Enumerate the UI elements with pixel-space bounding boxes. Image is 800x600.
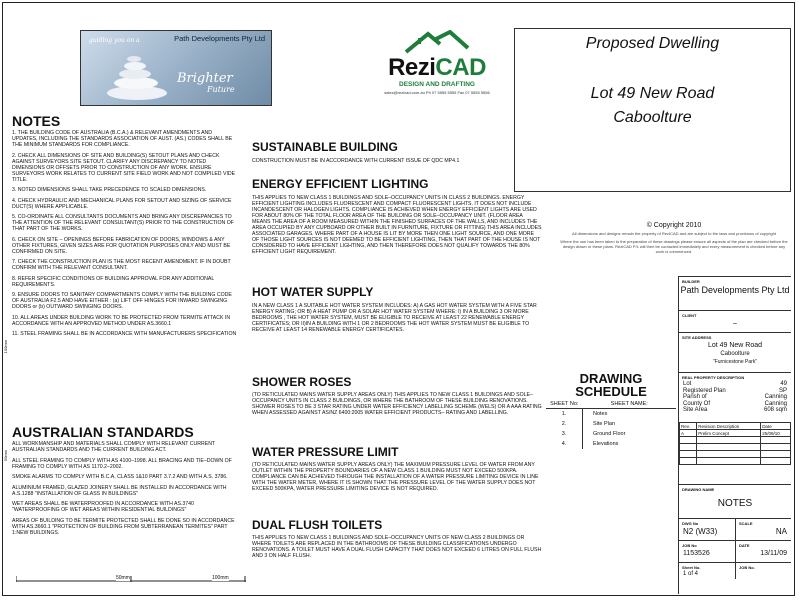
copyright-block	[560, 222, 788, 254]
notes-heading: NOTES	[12, 113, 61, 129]
rezicad-tagline: DESIGN AND DRAFTING	[399, 81, 475, 88]
project-address-line: Lot 49 New Road	[590, 85, 715, 102]
path-developments-logo	[80, 30, 272, 106]
note-item: 2. CHECK ALL DIMENSIONS OF SITE AND BUILDING(S) SETOUT PLANS AND CHECK AGAINST SURVEYORS SITE SETOUT. CLARIFY ANY DISCREPANCY TO NOTED DIMENSIONS OR OFFSETS PRIOR TO CONSTRUCTION OF ANY WORK. ENSURE SURVEYORS WORK RELATES TO CURRENT SITE FIELD WORK AND NOT COMPILED VIDE TITLE.	[12, 152, 236, 183]
note-item: 10. ALL AREAS UNDER BUILDING WORK TO BE PROTECTED FROM TERMITE ATTACK IN ACCORDANCE WITH AN APPROVED METHOD UNDER AS.3660.1	[12, 314, 231, 327]
note-item: 8. REFER SPECIFIC CONDITIONS OF BUILDING APPROVAL FOR ANY ADDITIONAL REQUIREMENTS.	[12, 275, 215, 288]
revision-table: Rev. Revision Description Date A Prelim Concept 25/09/10	[679, 422, 791, 465]
date-value: 13/11/09	[760, 550, 787, 557]
note-item: 11. STEEL FRAMING SHALL BE IN ACCORDANCE WITH MANUFACTURERS SPECIFICATION	[12, 331, 237, 337]
copyright-line: © Copyright 2010	[646, 222, 702, 229]
roof-icon	[404, 30, 470, 54]
note-item: 6. CHECK ON SITE – OPENINGS BEFORE FABRICATION OF DOORS, WINDOWS & ANY OTHER FIXTURES, GIVEN SIZES ARE FOR QUOTATION PURPOSES ONLY AND MUST BE CONFIRMED ON SITE.	[12, 236, 231, 255]
builder-name: Path Developments Pty Ltd	[680, 285, 790, 295]
note-item: 1. THE BUILDING CODE OF AUSTRALIA (B.C.A.) & RELEVANT AMENDMENTS AND UPDATES, INCLUDING THE STANDARDS ASSOCIATION OF AUST. (AS.) CODES SHALL BE THE MINIMUM STANDARDS FOR COMPLIANCE.	[12, 130, 233, 148]
job-no: 1153526	[683, 550, 710, 557]
dwg-no: N2 (W33)	[683, 527, 718, 536]
section-shower-roses	[252, 375, 542, 416]
logo-future: Future	[207, 85, 235, 94]
drawing-name-box: DRAWING NAME NOTES	[679, 484, 791, 519]
section-dual-flush	[252, 518, 542, 559]
note-item: 5. CO-ORDINATE ALL CONSULTANTS DOCUMENTS AND BRING ANY DISCREPANCIES TO THE ATTENTION OF THE RELEVANT CONSULTANT(S) PRIOR TO THE CONSTRUCTION OF THAT PART OF THE WORKS.	[12, 214, 234, 232]
client-name: –	[733, 320, 737, 327]
standard-item: ALL STEEL FRAMING TO COMPLY WITH AS 4100–1998. ALL BRACING AND TIE–DOWN OF FRAMING TO COMPLY WITH AS 1170.2–2002.	[12, 457, 232, 470]
copyright-fine: Where the use has been taken to the preparation of these drawings please ensure all aspects of the plan are checked before the design drawn or these plans. RezICAD P/L will then be contacted immediately and every measurement is checked before any work is commenced.	[560, 239, 788, 254]
section-sustainable	[252, 140, 542, 164]
project-title-box	[514, 28, 791, 192]
standard-item: SMOKE ALARMS TO COMPLY WITH B.C.A. CLASS 1&10 PART 3.7.2 AND WITH A.S. 3786.	[12, 474, 228, 480]
drawing-schedule	[546, 372, 676, 449]
rezicad-name: ReziCAD	[388, 54, 486, 81]
project-title: Proposed Dwelling	[585, 35, 720, 52]
project-suburb: Caboolture	[613, 109, 692, 126]
job-box: JOB No 1153526 DATE 13/11/09	[679, 540, 791, 563]
section-text: CONSTRUCTION MUST BE IN ACCORDANCE WITH CURRENT ISSUE OF QDC MP4.1	[252, 158, 460, 164]
standard-item: AREAS OF BUILDING TO BE TERMITE PROTECTED SHALL BE DONE SO IN ACCORDANCE WITH AS.3660.1 "PROTECTION OF BUILDING FROM SUBTERRANEAN TERMITES" PART 1:NEW BUILDINGS.	[12, 517, 235, 536]
notes-list	[12, 130, 237, 342]
schedule-title-2: SCHEDULE	[575, 384, 647, 399]
builder-box: BUILDER Path Developments Pty Ltd	[679, 276, 791, 311]
section-heading: SHOWER ROSES	[252, 375, 352, 389]
side-mark: 100mm	[3, 340, 8, 354]
logo-brighter: Brighter	[177, 71, 233, 86]
schedule-col-no: SHEET No:	[546, 400, 583, 409]
australian-standards-heading: AUSTRALIAN STANDARDS	[12, 424, 194, 440]
note-item: 7. CHECK THE CONSTRUCTION PLAN IS THE MOST RECENT AMENDMENT. IF IN DOUBT CONFIRM WITH THE RELEVANT CONSULTANT.	[12, 259, 231, 271]
dwg-no-box: DWG No N2 (W33) SCALE NA	[679, 518, 791, 541]
table-row: 2. Site Plan	[546, 419, 676, 429]
section-heading: ENERGY EFFICIENT LIGHTING	[252, 177, 429, 191]
section-text: THIS APPLIES TO NEW CLASS 1 BUILDINGS AND SOLE–OCCUPANCY UNITS OF NEW CLASS 2 BUILDINGS OR WHERE TOILETS ARE REPLACED IN THE BATHROOMS OF THESE BUILDING CLASSIFICATIONS UNDERGO RENOVATIONS. A TOILET MUST HAVE A DUAL FLUSH CAPACITY THAT DOES NOT EXCEED 6 LITRES ON FULL FLUSH AND 3 ON HALF FLUSH.	[252, 535, 542, 559]
schedule-table	[546, 400, 676, 449]
section-text: (TO RETICULATED MAINS WATER SUPPLY AREAS ONLY) THE MAXIMUM PRESSURE LEVEL OF WATER FROM ANY OUTLET WITHIN THE PROPERTY BOUNDARIES OF A NEW CLASS 1 BUILDING MUST NOT EXCEED 500KPA. COMPLIANCE CAN BE ACHIEVED THROUGH THE INSTALLATION OF A WATER PRESSURE LIMITING DEVICE IN LINE WITH THE WATER METER, WHERE IT IS SHOWN THAT THE PRESSURE LEVEL OF THE WATER SUPPLY DOES NOT EXCEED 500KPA, WATER PRESSURE LIMITING DEVICE IS NOT REQUIRED.	[252, 462, 539, 492]
real-property-box: REAL PROPERTY DESCRIPTION Lot Registered Plan Parish of County Of Site Area 49 SP Canning Canning 608 sqm	[679, 372, 791, 423]
table-row: 3. Ground Floor	[546, 429, 676, 439]
section-heading: HOT WATER SUPPLY	[252, 285, 374, 299]
site-address-box: SITE ADDRESS Lot 49 New Road Caboolture "Furnicestone Park"	[679, 332, 791, 373]
section-text: (TO RETICULATED MAINS WATER SUPPLY AREAS ONLY) THIS APPLIES TO NEW CLASS 1 BUILDINGS AND SOLE–OCCUPANCY UNITS IN CLASS 2 BUILDINGS, OR WHERE THE BATHROOM OF THESE BUILDING RENOVATIONS. SHOWER ROSES TO BE 3 STAR RATING UNDER WATER EFFICIENCY LABELLING SCHEME (WELS) OR A AAA RATING WHEN ASSESSED AGAINST AS/NZ 6400:2005 WATER EFFICIENT PRODUCTS– RATING AND LABELLING.	[252, 392, 542, 416]
stones-icon	[101, 45, 171, 101]
client-box: CLIENT –	[679, 310, 791, 333]
scale-mark: 100mm	[212, 575, 229, 581]
title-block	[678, 276, 791, 594]
scale-bar	[16, 576, 246, 582]
standard-item: ALL WORKMANSHIP AND MATERIALS SHALL COMPLY WITH RELEVANT CURRENT AUSTRALIAN STANDARDS AND THE CURRENT BUILDING ACT.	[12, 441, 216, 453]
section-text: IN A NEW CLASS 1 A SUITABLE HOT WATER SYSTEM INCLUDES: A) A GAS HOT WATER SYSTEM WITH A FIVE STAR ENERGY RATING; OR B) A HEAT PUMP OR A SOLAR HOT WATER SYSTEM WHERE: I) IN A BUILDING 3 OR MORE BEDROOMS , THE HOT WATER SYSTEM, MUST BE ELIGIBLE TO RECEIVE AT LEAST 22 RENEWABLE ENERGY CERTIFICATES; OR II)IN A BUILDING WITH 1 OR 2 BEDROOMS THE HOT WATER SYSTEM MUST BE ELIGIBLE TO RECEIVE AT LEAST 14 RENEWABLE ENERGY CERTIFICATES.	[252, 303, 537, 333]
section-energy	[252, 177, 542, 255]
schedule-col-name: SHEET NAME:	[583, 400, 677, 409]
section-text: THIS APPLIES TO NEW CLASS 1 BUILDINGS AND SOLE–OCCUPANCY UNITS IN CLASS 2 BUILDINGS. ENERGY EFFICIENT LIGHTING INCLUDES FLUORESCENT AND COMPACT FLUORESCENT LIGHTS. IT DOES NOT INCLUDE INCANDESCENT OR HALOGEN LIGHTS. COMPLIANCE IS ACHIEVED WHEN ENERGY EFFICIENT LIGHTS ARE USED FOR ABOUT 80% OF THE TOTAL FLOOR AREA OF THE BUILDING OR SOLE–OCCUPANCY UNIT. (FLOOR AREA MEANS THE AREA OF A ROOM MEASURED WITHIN THE FINISHED SURFACES OF THE WALLS, AND INCLUDES THE AREA OCCUPIED BY ANY CUPBOARD OR OTHER BUILT IN FURNITURE, FIXTURE OR FITTING) THIS AREA INCLUDES ASSOCIATED GARAGES. WHERE PART OF A HOUSE IS LIT BY MORE THEN ONE LIGHT SOURCE, AND ONE MORE OF THOSE LIGHT SOURCES IS NOT DEEMED TO BE EFFICIENT LIGHTING, THEN THAT PART OF THE HOUSE IS NOT CONSIDERED TO HAVE EFFICIENT LIGHTING, AND THEN THEREFORE DOES NOT QUALIFY TOWARDS THE 80% EFFICIENT LIGHT REQUIREMENT.	[252, 195, 542, 255]
table-row: A Prelim Concept 25/09/10	[680, 430, 791, 437]
drawing-name: NOTES	[717, 498, 753, 509]
copyright-sub: All dimensions and designs remain the property of RezICAD and are subject to the laws and provisions of copyright	[572, 231, 776, 236]
side-mark: 50mm	[3, 450, 8, 462]
scale-mark: 50mm	[116, 575, 130, 581]
australian-standards-list	[12, 441, 237, 540]
note-item: 9. ENSURE DOORS TO SANITARY COMPARTMENTS COMPLY WITH THE BUILDING CODE OF AUSTRALIA F2.5 AND HAVE EITHER : (a) LIFT OFF HINGES FOR INWARD SWINGING DOORS or (b) OUTWARD SWINGING DOORS.	[12, 292, 232, 310]
section-water-pressure	[252, 445, 542, 492]
logo-company: Path Developments Pty Ltd	[174, 34, 265, 43]
sheet-no: 1 of 4	[683, 571, 699, 577]
standard-item: WET AREAS SHALL BE WATERPROOFED IN ACCORDANCE WITH AS.3740 "WATERPROOFING OF WET AREAS WITHIN RESIDENTIAL BUILDINGS"	[12, 501, 194, 513]
section-heading: SUSTAINABLE BUILDING	[252, 140, 398, 154]
section-hot-water	[252, 285, 542, 333]
table-row: 1. Notes	[546, 409, 676, 420]
note-item: 4. CHECK HYDRAULIC AND MECHANICAL PLANS FOR SETOUT AND SIZING OF SERVICE DUCT(S) WHERE APPLICABLE.	[12, 197, 232, 210]
logo-tagline: guiding you on a	[89, 37, 140, 44]
standard-item: ALUMINIUM FRAMED, GLAZED JOINERY SHALL BE INSTALLED IN ACCORDANCE WITH A.S.1288 "INSTALLATION OF GLASS IN BUILDINGS"	[12, 484, 227, 497]
note-item: 3. NOTED DIMENSIONS SHALL TAKE PRECEDENCE TO SCALED DIMENSIONS.	[12, 187, 207, 193]
section-heading: WATER PRESSURE LIMIT	[252, 445, 399, 459]
schedule-title-1: DRAWING	[579, 371, 643, 386]
rezicad-logo	[382, 30, 492, 106]
rezicad-contact: sales@rezicad.com.au Ph 07 5555 5555 Fax 07 5555 5556	[384, 90, 490, 95]
sheet-box: Sheet No. 1 of 4 JOB No.	[679, 562, 791, 595]
scale-value: NA	[775, 527, 787, 536]
section-heading: DUAL FLUSH TOILETS	[252, 518, 383, 532]
table-row: 4. Elevations	[546, 439, 676, 449]
